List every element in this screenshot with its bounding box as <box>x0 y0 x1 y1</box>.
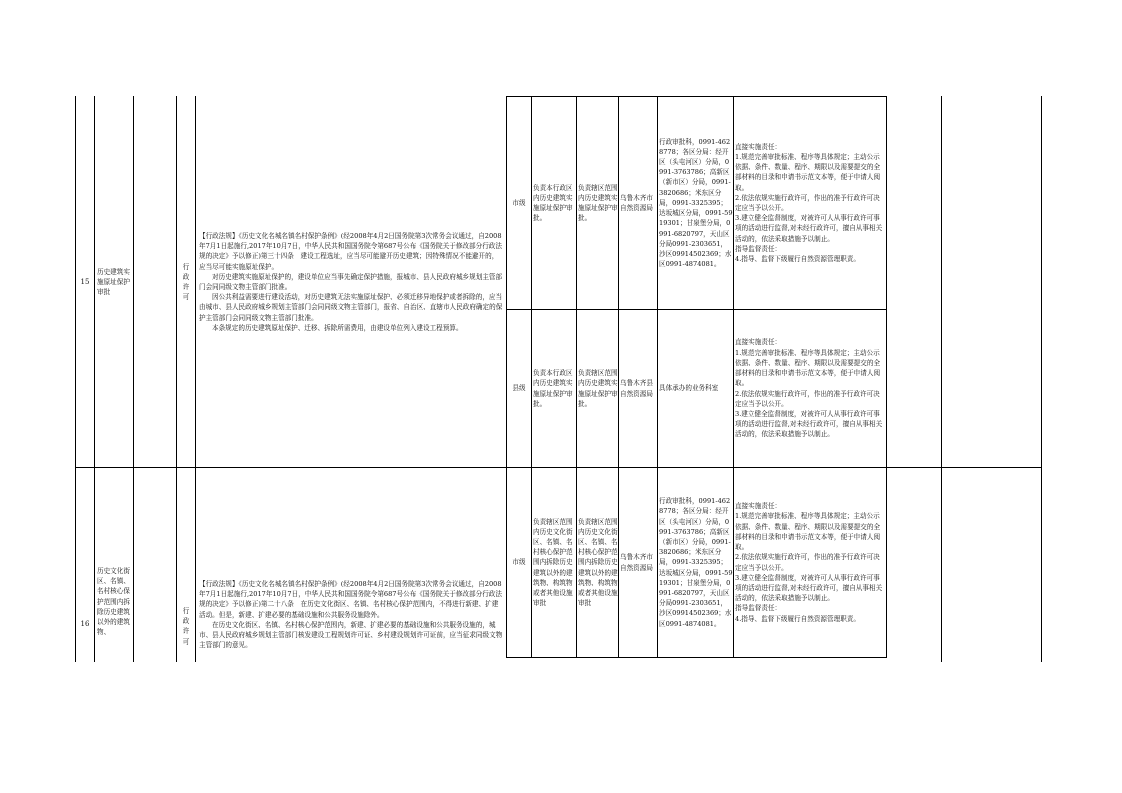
grid-line <box>576 96 577 658</box>
item-name: 历史建筑实施原址保护审批 <box>97 267 130 297</box>
contact-info: 行政审批科，0991-4628778；各区分局：经开区（头屯河区）分局，0991-3763786；高新区（新市区）分局，0991-3820686；米东区分局，0991-3325395；达坂城区分局，0991-5919301；甘泉堡分局，0991-6820797，天山区分局0991-2303651，沙区09914502369；水区0991-4874081。 <box>659 137 733 269</box>
row-seq: 15 <box>80 277 90 286</box>
grid-line <box>941 96 942 662</box>
org-name: 乌鲁木齐市自然资源局 <box>620 553 653 572</box>
detail-resp: 负责辖区范围内历史建筑实施原址保护审批。 <box>578 183 618 223</box>
contact-cell <box>659 468 733 657</box>
item-name-cell <box>96 566 132 662</box>
dept-resp: 负责本行政区内历史建筑实施原址保护审批。 <box>533 183 573 223</box>
org-cell <box>620 468 657 657</box>
grid-line <box>618 96 619 658</box>
grid-line <box>506 657 887 658</box>
grid-line <box>657 96 658 658</box>
duty-cell <box>735 97 886 309</box>
dept-resp-cell <box>533 310 576 467</box>
legal-basis-paragraph: 本条规定的历史建筑原址保护、迁移、拆除所需费用，由建设单位列入建设工程预算。 <box>212 323 463 332</box>
row-seq-cell <box>76 468 94 662</box>
legal-basis-cell <box>197 579 506 659</box>
duty-cell <box>735 468 886 657</box>
legal-basis-paragraph: 在历史文化街区、名镇、名村核心保护范围内，新建、扩建必要的基础设施和公共服务设施的，城市、县人民政府城乡规划主管部门核发建设工程规划许可证、乡村建设规划许可证前，应当征求同级文物主管部门的意见。 <box>199 620 503 650</box>
contact-info: 行政审批科，0991-4628778；各区分局：经开区（头屯河区）分局，0991-3763786；高新区（新市区）分局，0991-3820686；米东区分局，0991-3325395；达坂城区分局，0991-5919301；甘泉堡分局，0991-6820797，天山区分局0991-2303651，沙区09914502369；水区0991-4874081。 <box>659 497 733 628</box>
item-name: 历史文化街区、名镇、名村核心保护范围内拆除历史建筑以外的建筑物、 <box>97 567 130 637</box>
row-seq-cell <box>76 97 94 467</box>
level-cell <box>507 468 531 657</box>
legal-basis-cell <box>197 97 506 467</box>
org-cell <box>620 310 657 467</box>
level-label: 县级 <box>512 384 526 393</box>
legal-basis-paragraph: 【行政法规】《历史文化名城名镇名村保护条例》(经2008年4月2日国务院第3次常务会议通过，自2008年7月1日起施行,2017年10月7日，中华人民共和国国务院令第687号公布《国务院关于修改部分行政法规的决定》予以修正)第二十八条 在历史文化街区、名镇、名村核心保护范围内，不得进行新建、扩建活动。但是，新建、扩建必要的基础设施和公共服务设施除外。 <box>199 580 502 619</box>
duty-text: 直接实施责任： 1.规范完善审批标准、程序等具体规定；主动公示依据、条件、数量、程序、期限以及需要提交的全部材料的目录和申请书示范文本等，便于申请人阅取。 2.依法依规实施行政许可，作出的准予行政许可决定应当予以公开。 3.建立健全监督制度，对被许可人从事行政许可事项的活动进行监督,对未经行政许可，擅自从事相关活动的，依法采取措施予以制止。 指导监督责任： 4.指导、监督下级履行自然资源管理职责。 <box>735 142 883 264</box>
duty-text: 直接实施责任： 1.规范完善审批标准、程序等具体规定；主动公示依据、条件、数量、程序、期限以及需要提交的全部材料的目录和申请书示范文本等，便于申请人阅取。 2.依法依规实施行政许可，作出的准予行政许可决定应当予以公开。 3.建立健全监督制度，对被许可人从事行政许可事项的活动进行监督,对未经行政许可，擅自从事相关活动的，依法采取措施予以制止。 指导监督责任： 4.指导、监督下级履行自然资源管理职责。 <box>735 502 883 623</box>
grid-line <box>195 96 196 662</box>
grid-line <box>531 96 532 658</box>
grid-line <box>94 96 95 662</box>
row-seq: 16 <box>80 619 90 628</box>
detail-resp-cell <box>578 310 618 467</box>
legal-basis-paragraph: 【行政法规】《历史文化名城名镇名村保护条例》(经2008年4月2日国务院第3次常务会议通过，自2008年7月1日起施行,2017年10月7日，中华人民共和国国务院令第687号公布《国务院关于修改部分行政法规的决定》予以修正)第三十四条 建设工程选址，应当尽可能避开历史建筑；因特殊情况不能避开的，应当尽可能实施原址保护。 <box>199 231 502 271</box>
legal-basis-paragraph: 因公共利益需要进行建设活动，对历史建筑无法实施原址保护、必须迁移异地保护或者拆除的，应当由城市、县人民政府城乡规划主管部门会同同级文物主管部门，报省、自治区、直辖市人民政府确定的保护主管部门会同同级文物主管部门批准。 <box>199 293 503 322</box>
item-category: 行政许可 <box>182 607 190 646</box>
dept-resp: 负责辖区范围内历史文化街区、名镇、名村核心保护范围内拆除历史建筑以外的建筑物、构筑物或者其他设施审批 <box>533 517 573 608</box>
detail-resp-cell <box>578 468 618 657</box>
grid-line <box>1041 96 1042 662</box>
level-cell <box>507 97 531 309</box>
org-name: 乌鲁木齐市自然资源局 <box>620 193 653 212</box>
item-name-cell <box>96 97 132 467</box>
item-category-cell <box>177 97 195 467</box>
legal-basis-paragraph: 对历史建筑实施原址保护的，建设单位应当事先确定保护措施，报城市、县人民政府城乡规划主管部门会同同级文物主管部门批准。 <box>199 272 503 291</box>
level-cell <box>507 310 531 467</box>
org-name: 乌鲁木齐县自然资源局 <box>620 379 653 398</box>
detail-resp: 负责辖区范围内历史文化街区、名镇、名村核心保护范围内拆除历史建筑以外的建筑物、构筑物或者其他设施审批 <box>578 517 618 608</box>
item-category: 行政许可 <box>182 262 190 302</box>
duty-text: 直接实施责任： 1.规范完善审批标准、程序等具体规定；主动公示依据、条件、数量、程序、期限以及需要提交的全部材料的目录和申请书示范文本等，便于申请人阅取。 2.依法依规实施行政许可，作出的准予行政许可决定应当予以公开。 3.建立健全监督制度，对被许可人从事行政许可事项的活动进行监督,对未经行政许可，擅自从事相关活动的，依法采取措施予以制止。 <box>735 338 883 439</box>
detail-resp-cell <box>578 97 618 309</box>
dept-resp-cell <box>533 468 576 657</box>
dept-resp: 负责本行政区内历史建筑实施原址保护审批。 <box>533 369 573 408</box>
contact-cell <box>659 310 733 467</box>
duty-cell <box>735 310 886 467</box>
level-label: 市级 <box>512 198 526 207</box>
contact-info: 具体承办的业务科室 <box>659 384 719 393</box>
grid-line <box>733 96 734 658</box>
grid-line <box>886 96 887 658</box>
contact-cell <box>659 97 733 309</box>
detail-resp: 负责辖区范围内历史建筑实施原址保护审批。 <box>578 369 618 408</box>
grid-line <box>133 96 134 662</box>
org-cell <box>620 97 657 309</box>
dept-resp-cell <box>533 97 576 309</box>
level-label: 市级 <box>512 558 526 567</box>
item-category-cell <box>177 606 195 662</box>
